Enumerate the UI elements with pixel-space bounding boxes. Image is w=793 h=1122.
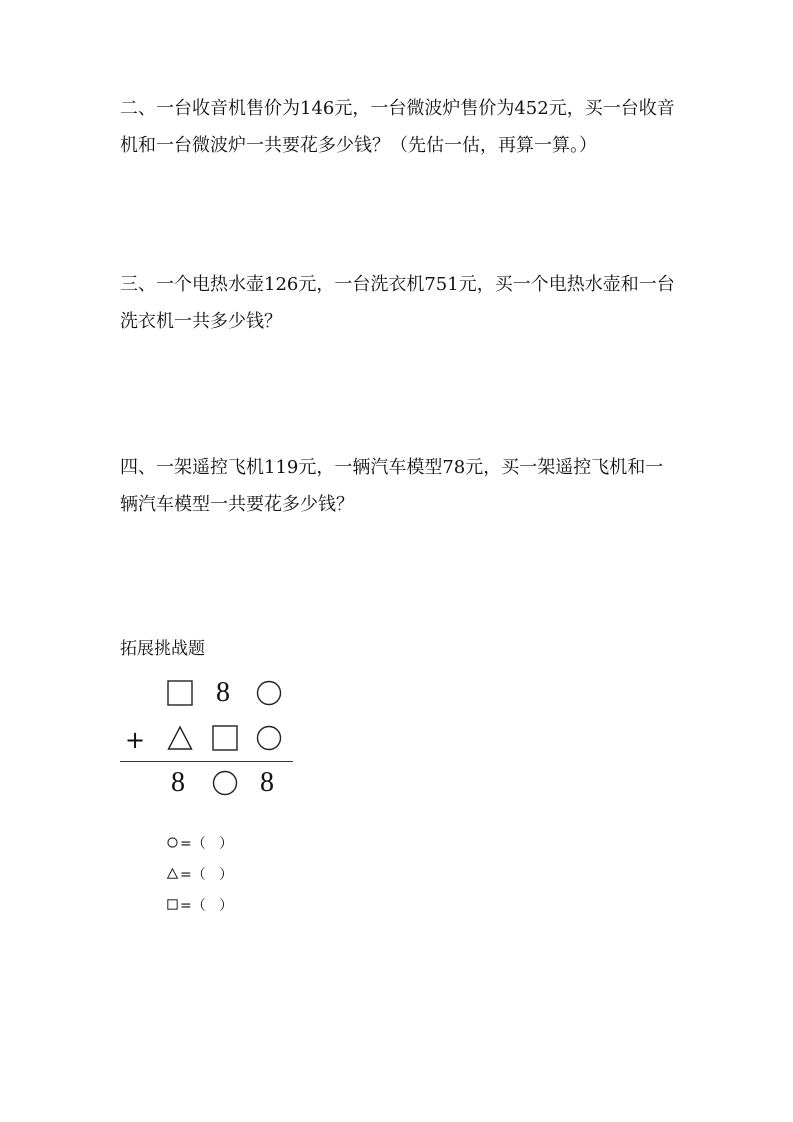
sum-line xyxy=(120,761,293,762)
circle-icon xyxy=(166,837,178,848)
answer-list xyxy=(166,827,233,920)
digit-cell: 8 xyxy=(216,677,230,708)
challenge-title: 拓展挑战题 xyxy=(120,639,205,659)
circle-icon xyxy=(254,673,284,713)
answer-blank: =（ ） xyxy=(180,835,234,852)
triangle-icon xyxy=(165,718,195,758)
answer-row-triangle xyxy=(166,858,233,889)
plus-operator: + xyxy=(124,726,146,754)
digit-cell: 8 xyxy=(171,767,185,798)
digit-cell: 8 xyxy=(260,767,274,798)
square-icon xyxy=(210,718,240,758)
square-icon xyxy=(166,899,178,910)
circle-icon xyxy=(210,763,240,803)
answer-blank: =（ ） xyxy=(180,897,234,914)
problem-2: 二、一台收音机售价为146元，一台微波炉售价为452元，买一台收音机和一台微波炉一共要花多少钱？（先估一估，再算一算。） xyxy=(120,98,675,156)
addition-puzzle xyxy=(120,670,295,805)
answer-blank: =（ ） xyxy=(180,866,234,883)
circle-icon xyxy=(254,718,284,758)
answer-row-square xyxy=(166,889,233,920)
triangle-icon xyxy=(166,868,178,879)
problem-4: 四、一架遥控飞机119元，一辆汽车模型78元，买一架遥控飞机和一辆汽车模型一共要花多少钱？ xyxy=(120,457,664,515)
answer-row-circle xyxy=(166,827,233,858)
square-icon xyxy=(165,673,195,713)
problem-3: 三、一个电热水壶126元，一台洗衣机751元，买一个电热水壶和一台洗衣机一共多少钱？ xyxy=(120,274,675,332)
